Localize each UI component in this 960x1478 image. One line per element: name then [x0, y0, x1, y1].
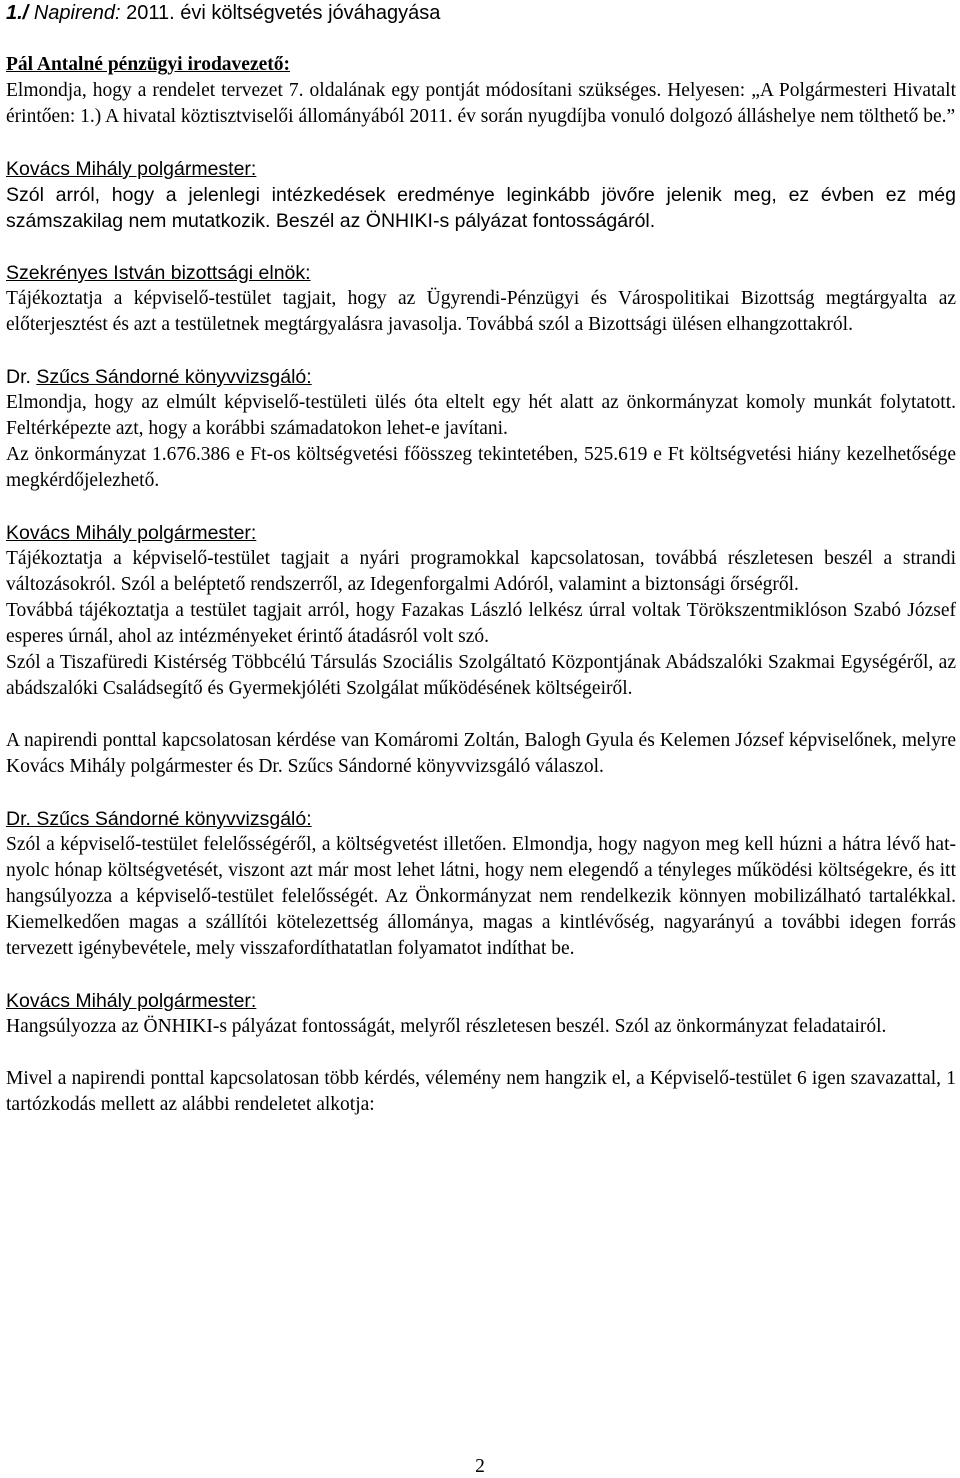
document-page	[6, 0, 956, 1118]
agenda-heading	[6, 0, 956, 26]
paragraph: Mivel a napirendi ponttal kapcsolatosan több kérdés, vélemény nem hangzik el, a Képviselő-testület 6 igen szavazattal, 1 tartózkodás mellett az alábbi rendeletet alkotja:	[6, 1068, 956, 1115]
agenda-title: 2011. évi költségvetés jóváhagyása	[126, 2, 441, 24]
speaker-heading	[6, 364, 956, 390]
paragraph: Elmondja, hogy az elmúlt képviselő-testületi ülés óta eltelt egy hét alatt az önkormányzat komoly munkát folytatott. Feltérképezte azt, hogy a korábbi számadatokon lehet-e javítani.	[6, 392, 956, 439]
speaker-heading: Szekrényes István bizottsági elnök:	[6, 262, 311, 284]
paragraph: Elmondja, hogy a rendelet tervezet 7. oldalának egy pontját módosítani szükséges. Helyesen: „A Polgármesteri Hivatalt érintően: 1.) A hivatal köztisztviselői állományából 2011. év során nyugdíjba vonuló dolgozó álláshelye nem tölthető be.”	[6, 80, 956, 127]
paragraph: Szól a képviselő-testület felelősségéről, a költségvetést illetően. Elmondja, hogy nagyon meg kell húzni a hátra lévő hat-nyolc hónap költségvetését, viszont azt már most lehet látni, hogy nem elegendő a tényleges működési költségekre, és itt hangsúlyozza a képviselő-testület felelősségét. Az Önkormányzat nem rendelkezik könnyen mobilizálható tartalékkal. Kiemelkedően magas a szállítói kötelezettség állománya, magas a kintlévőség, nagyarányú a további idegen forrás tervezett igénybevétele, mely visszafordíthatatlan folyamatot indíthat be.	[6, 834, 956, 959]
paragraph: Továbbá tájékoztatja a testület tagjait arról, hogy Fazakas László lelkész úrral voltak Törökszentmiklóson Szabó József esperes úrnál, ahol az intézményeket érintő átadásról volt szó.	[6, 600, 956, 647]
page-number: 2	[475, 1456, 485, 1477]
agenda-label: Napirend:	[33, 2, 121, 24]
speaker-heading: Dr. Szűcs Sándorné könyvvizsgáló:	[6, 808, 312, 830]
agenda-number: 1./	[6, 2, 29, 24]
speaker-heading: Kovács Mihály polgármester:	[6, 990, 257, 1012]
paragraph: A napirendi ponttal kapcsolatosan kérdése van Komáromi Zoltán, Balogh Gyula és Kelemen József képviselőnek, melyre Kovács Mihály polgármester és Dr. Szűcs Sándorné könyvvizsgáló válaszol.	[6, 730, 956, 777]
paragraph: Az önkormányzat 1.676.386 e Ft-os költségvetési főösszeg tekintetében, 525.619 e Ft költségvetési hiány kezelhetősége megkérdőjelezhető.	[6, 444, 956, 491]
paragraph: Szól a Tiszafüredi Kistérség Többcélú Társulás Szociális Szolgáltató Központjának Abádszalóki Szakmai Egységéről, az abádszalóki Családsegítő és Gyermekjóléti Szolgálat működésének költségeiről.	[6, 652, 956, 699]
paragraph: Hangsúlyozza az ÖNHIKI-s pályázat fontosságát, melyről részletesen beszél. Szól az önkormányzat feladatairól.	[6, 1016, 887, 1037]
speaker-name: Szűcs Sándorné könyvvizsgáló:	[36, 366, 312, 388]
paragraph: Tájékoztatja a képviselő-testület tagjait, hogy az Ügyrendi-Pénzügyi és Várospolitikai Bizottság megtárgyalta az előterjesztést és azt a testületnek megtárgyalásra javasolja. Továbbá szól a Bizottsági ülésen elhangzottakról.	[6, 288, 956, 335]
speaker-heading: Kovács Mihály polgármester:	[6, 522, 257, 544]
paragraph: Tájékoztatja a képviselő-testület tagjait a nyári programokkal kapcsolatosan, továbbá részletesen beszél a strandi változásokról. Szól a beléptető rendszerről, az Idegenforgalmi Adóról, valamint a biztonsági őrségről.	[6, 548, 956, 595]
paragraph: Szól arról, hogy a jelenlegi intézkedések eredménye leginkább jövőre jelenik meg, ez évben ez még számszakilag nem mutatkozik. Beszél az ÖNHIKI-s pályázat fontosságáról.	[6, 184, 956, 232]
speaker-heading: Kovács Mihály polgármester:	[6, 158, 257, 180]
speaker-prefix: Dr.	[6, 366, 31, 388]
speaker-heading: Pál Antalné pénzügyi irodavezető:	[6, 54, 290, 75]
